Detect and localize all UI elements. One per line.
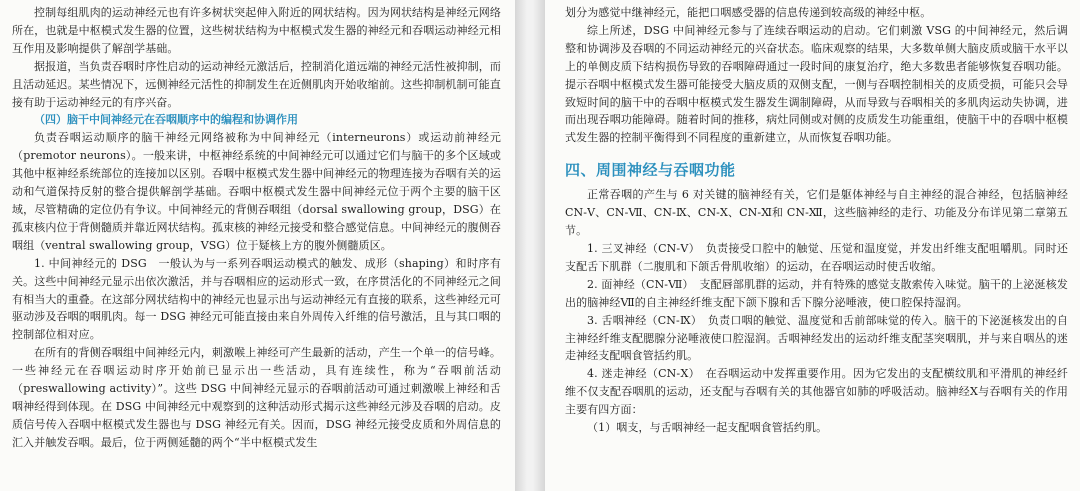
section-heading: 四、周围神经与吞咽功能 bbox=[565, 161, 736, 180]
subheading: （四）脑干中间神经元在吞咽顺序中的编程和协调作用 bbox=[34, 113, 298, 127]
paragraph: 1. 三叉神经（CN-Ⅴ） 负责接受口腔中的触觉、压觉和温度觉，并发出纤维支配咀嚼肌。同时还支配舌下肌群（二腹肌和下颌舌骨肌收缩）的运动，在吞咽运动时使舌收缩。 bbox=[565, 241, 1068, 273]
paragraph: 控制每组肌肉的运动神经元也有许多树状突起伸入附近的网状结构。因为网状结构是神经元网络所在，也就是中枢模式发生器的位置，这些树状结构为中枢模式发生器的神经元和吞咽运动神经元相互作用及影响提供了解剖学基础。 bbox=[12, 6, 501, 55]
left-page bbox=[0, 0, 515, 491]
paragraph: 3. 舌咽神经（CN-Ⅸ） 负责口咽的触觉、温度觉和舌前部味觉的传入。脑干的下泌涎核发出的自主神经纤维支配腮腺分泌唾液使口腔湿润。舌咽神经发出的运动纤维支配茎突咽肌，并与来自咽丛的迷走神经支配咽食管括约肌。 bbox=[565, 313, 1068, 363]
paragraph: 划分为感觉中继神经元，能把口咽感受器的信息传递到较高级的神经中枢。 bbox=[565, 6, 932, 19]
paragraph: 综上所述，DSG 中间神经元参与了连续吞咽运动的启动。它们刺激 VSG 的中间神经元，然后调整和协调涉及吞咽的不同运动神经元的兴奋状态。临床观察的结果，大多数单侧大脑皮质或脑干水平以上的单侧皮质下结构损伤导致的吞咽障碍通过一段时间的康复治疗，绝大多数患者能够恢复吞咽功能。提示吞咽中枢模式发生器可能接受大脑皮质的双侧支配，一侧与吞咽控制相关的皮质受损，可能只会导致短时间的脑干中的吞咽中枢模式发生器发生调制障碍，从而导致与吞咽相关的多肌肉运动失协调，进而出现吞咽功能障碍。随着时间的推移，病灶同侧或对侧的皮质发生功能重组，使脑干中的吞咽中枢模式发生器的控制平衡得到不同程度的重新建立，从而恢复吞咽功能。 bbox=[565, 23, 1068, 145]
paragraph: 2. 面神经（CN-Ⅶ） 支配唇部肌群的运动，并有特殊的感觉支散索传入味觉。脑干的上泌涎核发出的脑神经Ⅶ的自主神经纤维支配下颌下腺和舌下腺分泌唾液，使口腔保持湿润。 bbox=[565, 277, 1068, 309]
paragraph: 正常吞咽的产生与 6 对关键的脑神经有关，它们是躯体神经与自主神经的混合神经，包括脑神经 CN-Ⅴ、CN-Ⅶ、CN-Ⅸ、CN-Ⅹ、CN-Ⅺ和 CN-Ⅻ，这些脑神经的走行、功能及分布详见第二章第五节。 bbox=[565, 188, 1068, 238]
paragraph: 4. 迷走神经（CN-Ⅹ） 在吞咽运动中发挥重要作用。因为它发出的支配横纹肌和平滑肌的神经纤维不仅支配吞咽肌的运动，还支配与吞咽有关的其他器官如肺的呼吸活动。脑神经Ⅹ与吞咽有关的作用主要有四方面： bbox=[565, 367, 1068, 417]
right-page bbox=[545, 0, 1080, 491]
paragraph: 1. 中间神经元的 DSG 一般认为与一系列吞咽运动模式的触发、成形（shaping）和时序有关。这些中间神经元显示出依次激活，并与吞咽相应的运动形式一致，在序贯活化的不同神经元之间有相当大的重叠。在这部分网状结构中的神经元也显示出与运动神经元有直接的联系，这些神经元可驱动涉及吞咽的咽肌肉。每一 DSG 神经元可能直接由来自外周传入纤维的信号激活，且与其口咽的控制部位相对应。 bbox=[12, 256, 501, 342]
paragraph: （1）咽支，与舌咽神经一起支配咽食管括约肌。 bbox=[587, 421, 828, 435]
paragraph: 负责吞咽运动顺序的脑干神经元网络被称为中间神经元（interneurons）或运动前神经元（premotor neurons）。一般来讲，中枢神经系统的中间神经元可以通过它们与脑干的多个区域或其他中枢神经系统部位的连接加以区别。吞咽中枢模式发生器中间神经元的物理连接为吞咽有关的运动和气道保持反射的整合提供解剖学基础。吞咽中枢模式发生器中间神经元位于两个主要的脑干区域，尽管精确的定位仍有争议。中间神经元的背侧吞咽组（dorsal swallowing group，DSG）在孤束核内位于背侧髓质并靠近网状结构。孤束核的神经元接受和整合感觉信息。中间神经元的腹侧吞咽组（ventral swallowing group，VSG）位于疑核上方的腹外侧髓质区。 bbox=[12, 131, 501, 252]
paragraph: 据报道，当负责吞咽时序性启动的运动神经元激活后，控制消化道远端的神经元活性被抑制，而且活动延迟。某些情况下，远侧神经元活性的抑制发生在近侧肌肉开始收缩前。这些抑制机制可能直接有助于运动神经元的有序兴奋。 bbox=[12, 59, 501, 109]
paragraph: 在所有的背侧吞咽组中间神经元内，刺激喉上神经可产生最新的活动，产生一个单一的信号峰。一些神经元在吞咽运动时序开始前已显示出一些活动，具有连续性，称为“吞咽前活动（preswallowing activity）”。这些 DSG 中间神经元显示的吞咽前活动可通过刺激喉上神经和舌咽神经得到体现。在 DSG 中间神经元中观察到的这种活动形式揭示这些神经元涉及吞咽的启动。皮质信号传入吞咽中枢模式发生器也与 DSG 神经元有关。因而，DSG 神经元接受皮质和外周信息的汇入并触发吞咽。最后，位于两侧延髓的两个“半中枢模式发生 bbox=[12, 346, 501, 449]
book-gutter bbox=[515, 0, 545, 491]
